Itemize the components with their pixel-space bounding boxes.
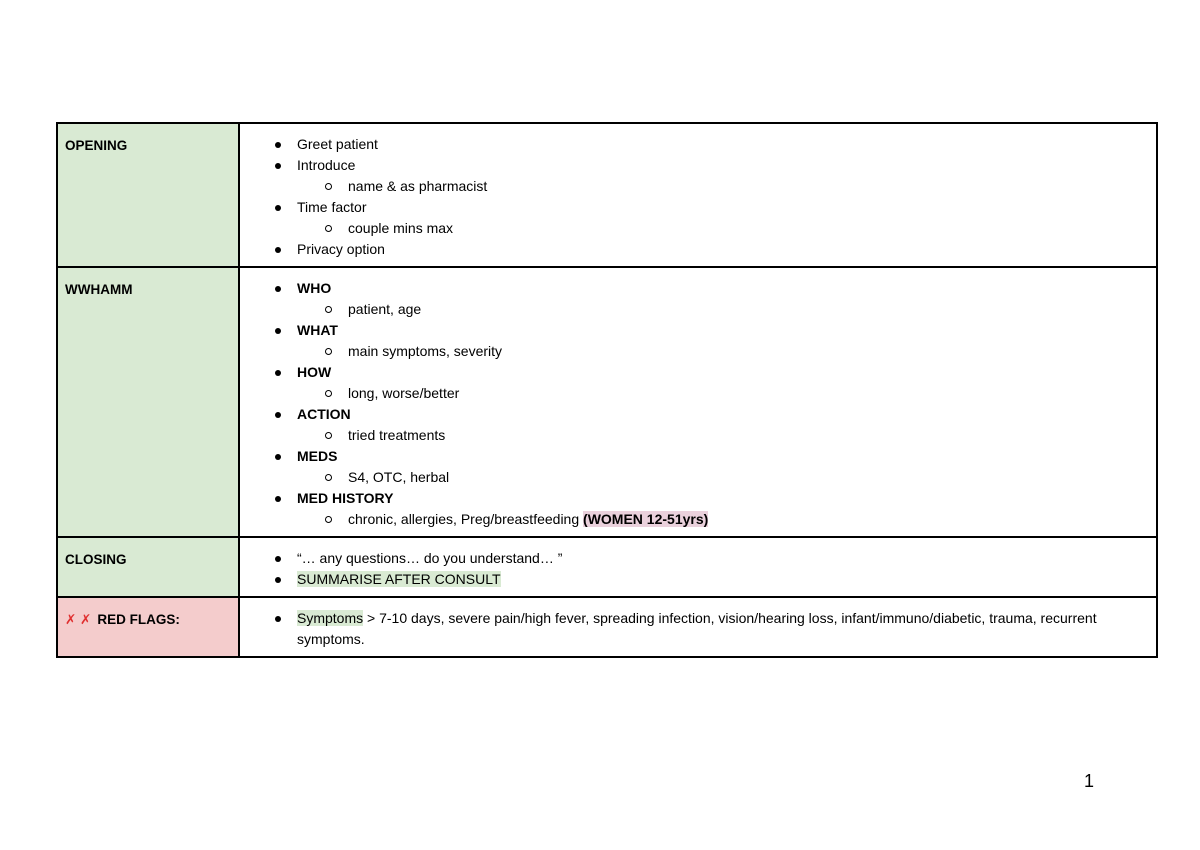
bullet-list (240, 548, 1156, 590)
sub-bullet-list (297, 341, 1142, 362)
women-age-highlight: (WOMEN 12-51yrs) (583, 511, 709, 527)
sub-list-item-text: S4, OTC, herbal (348, 469, 450, 485)
sub-bullet-list (297, 467, 1142, 488)
sub-bullet-list (297, 218, 1142, 239)
sub-list-item-text: chronic, allergies, Preg/breastfeeding (348, 511, 580, 527)
list-item-text: Introduce (297, 157, 356, 173)
sub-bullet-list (297, 509, 1142, 530)
sub-list-item-text: name & as pharmacist (348, 178, 488, 194)
sub-list-item (297, 176, 1142, 197)
consultation-table (56, 122, 1158, 658)
row-label-red-flags: RED FLAGS: (97, 612, 180, 627)
page-number: 1 (1084, 771, 1095, 791)
sub-list-item-text: main symptoms, severity (348, 343, 503, 359)
row-content-cell (239, 123, 1157, 267)
list-item (240, 446, 1156, 488)
table-row-wwhamm (57, 267, 1157, 537)
sub-bullet-list (297, 299, 1142, 320)
list-item (240, 134, 1156, 155)
sub-list-item-text: long, worse/better (348, 385, 460, 401)
list-item (240, 239, 1156, 260)
list-item-text: MED HISTORY (297, 490, 394, 506)
row-label-closing: CLOSING (65, 552, 127, 567)
list-item (240, 197, 1156, 239)
row-content-cell (239, 537, 1157, 597)
table-row-red-flags (57, 597, 1157, 657)
list-item-text: MEDS (297, 448, 338, 464)
row-content-cell (239, 597, 1157, 657)
list-item (240, 278, 1156, 320)
sub-list-item-text: couple mins max (348, 220, 454, 236)
list-item (240, 488, 1156, 530)
list-item (240, 548, 1156, 569)
list-item-text: Time factor (297, 199, 367, 215)
row-label-cell (57, 537, 239, 597)
sub-list-item (297, 425, 1142, 446)
list-item-text: WHAT (297, 322, 338, 338)
row-label-cell (57, 123, 239, 267)
row-label-cell (57, 597, 239, 657)
table-row-closing (57, 537, 1157, 597)
list-item-text: Privacy option (297, 241, 385, 257)
summarise-highlight: SUMMARISE AFTER CONSULT (297, 571, 501, 587)
bullet-list (240, 278, 1156, 530)
list-item-text: WHO (297, 280, 332, 296)
sub-list-item (297, 218, 1142, 239)
list-item-text: Greet patient (297, 136, 378, 152)
sub-bullet-list (297, 176, 1142, 197)
list-item (240, 404, 1156, 446)
list-item-text: HOW (297, 364, 332, 380)
sub-list-item (297, 383, 1142, 404)
row-label-wwhamm: WWHAMM (65, 282, 133, 297)
bullet-list (240, 134, 1156, 260)
list-item (240, 608, 1156, 650)
sub-list-item-text: patient, age (348, 301, 422, 317)
sub-bullet-list (297, 383, 1142, 404)
row-content-cell (239, 267, 1157, 537)
list-item (240, 155, 1156, 197)
list-item-text: > 7-10 days, severe pain/high fever, spreading infection, vision/hearing loss, infant/immuno/diabetic, trauma, recurrent symptoms. (297, 610, 1097, 647)
row-label-opening: OPENING (65, 138, 128, 153)
sub-list-item (297, 299, 1142, 320)
sub-list-item (297, 467, 1142, 488)
list-item-text: “… any questions… do you understand… ” (297, 550, 563, 566)
list-item (240, 569, 1156, 590)
sub-list-item (297, 509, 1142, 530)
list-item (240, 320, 1156, 362)
bullet-list (240, 608, 1156, 650)
sub-list-item (297, 341, 1142, 362)
sub-list-item-text: tried treatments (348, 427, 446, 443)
sub-bullet-list (297, 425, 1142, 446)
row-label-cell (57, 267, 239, 537)
table-row-opening (57, 123, 1157, 267)
cross-mark-icon: ✗ ✗ (65, 612, 92, 627)
list-item-text: ACTION (297, 406, 351, 422)
symptoms-highlight: Symptoms (297, 610, 364, 626)
list-item (240, 362, 1156, 404)
